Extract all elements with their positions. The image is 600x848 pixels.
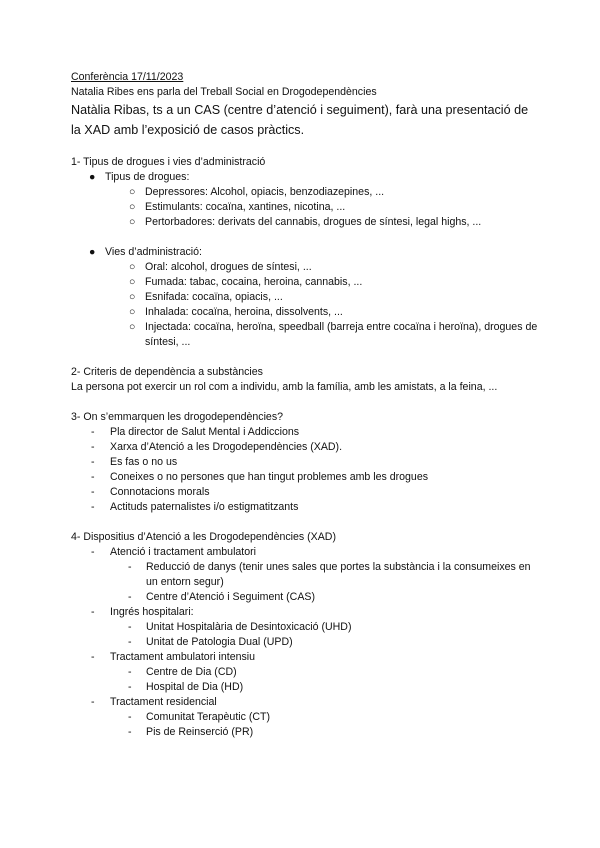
list-item: ○ Fumada: tabac, cocaina, heroina, cannabis, ... xyxy=(129,276,363,288)
dash-icon: - xyxy=(128,561,132,573)
circle-bullet-icon: ○ xyxy=(129,291,136,303)
list-item: - Centre de Dia (CD) xyxy=(128,666,237,678)
document-lead: Natàlia Ribas, ts a un CAS (centre d’atenció i seguiment), farà una presentació de la XAD amb l’exposició de casos pràctics. xyxy=(71,103,529,137)
spacer xyxy=(71,350,541,365)
section-heading: 1- Tipus de drogues i vies d’administració xyxy=(71,156,266,168)
list-item: ○ Injectada: cocaïna, heroïna, speedball (barreja entre cocaïna i heroïna), drogues de síntesi, ... xyxy=(129,321,538,348)
list-item: ○ Inhalada: cocaïna, heroina, dissolvents, ... xyxy=(129,306,343,318)
list-item: ○ Pertorbadores: derivats del cannabis, drogues de síntesi, legal highs, ... xyxy=(129,216,482,228)
section-heading: 4- Dispositius d’Atenció a les Drogodependències (XAD) xyxy=(71,531,336,543)
list-item-label: Tipus de drogues: xyxy=(105,171,190,183)
dash-icon: - xyxy=(91,426,95,438)
dash-icon: - xyxy=(128,666,132,678)
dash-icon: - xyxy=(128,591,132,603)
list-item-label: Ingrés hospitalari: xyxy=(110,606,194,618)
sub-list xyxy=(110,620,541,650)
list-item xyxy=(91,545,541,605)
document-title: Conferència 17/11/2023 xyxy=(71,71,184,83)
list-item: - Coneixes o no persones que han tingut problemes amb les drogues xyxy=(91,471,429,483)
dash-list xyxy=(71,545,541,740)
dash-icon: - xyxy=(91,696,95,708)
dash-icon: - xyxy=(128,681,132,693)
list-item: - Actituds paternalistes i/o estigmatitzants xyxy=(91,501,299,513)
dash-icon: - xyxy=(91,441,95,453)
sub-list xyxy=(110,710,541,740)
circle-bullet-icon: ○ xyxy=(129,321,136,333)
dash-icon: - xyxy=(128,636,132,648)
list-item xyxy=(89,245,541,350)
list-item-label: Vies d’administració: xyxy=(105,246,202,258)
spacer xyxy=(71,395,541,410)
list-item: - Unitat de Patologia Dual (UPD) xyxy=(128,636,293,648)
dash-icon: - xyxy=(128,621,132,633)
list-item: - Centre d’Atenció i Seguiment (CAS) xyxy=(128,591,315,603)
section-heading: 2- Criteris de dependència a substàncies xyxy=(71,366,263,378)
list-item xyxy=(91,605,541,650)
list-item: ○ Oral: alcohol, drogues de síntesi, ... xyxy=(129,261,312,273)
list-item: - Xarxa d’Atenció a les Drogodependències (XAD). xyxy=(91,441,343,453)
dash-icon: - xyxy=(91,471,95,483)
list-item-label: Tractament ambulatori intensiu xyxy=(110,651,256,663)
list-item: ○ Depressores: Alcohol, opiacis, benzodiazepines, ... xyxy=(129,186,385,198)
list-item-label: Tractament residencial xyxy=(110,696,217,708)
list-item: - Connotacions morals xyxy=(91,486,210,498)
circle-bullet-icon: ○ xyxy=(129,216,136,228)
sub-list xyxy=(110,665,541,695)
spacer xyxy=(71,515,541,530)
dash-icon: - xyxy=(128,711,132,723)
circle-bullet-icon: ○ xyxy=(129,186,136,198)
list-item: ○ Esnifada: cocaïna, opiacis, ... xyxy=(129,291,283,303)
list-item: - Hospital de Dia (HD) xyxy=(128,681,244,693)
sub-list xyxy=(105,260,541,350)
list-item-label: Atenció i tractament ambulatori xyxy=(110,546,257,558)
list-item: ○ Estimulants: cocaïna, xantines, nicotina, ... xyxy=(129,201,346,213)
circle-bullet-icon: ○ xyxy=(129,261,136,273)
dash-icon: - xyxy=(91,606,95,618)
bullet-list xyxy=(71,170,541,350)
dash-icon: - xyxy=(91,456,95,468)
list-item: - Comunitat Terapèutic (CT) xyxy=(128,711,271,723)
sub-list xyxy=(105,185,541,230)
dash-icon: - xyxy=(91,651,95,663)
spacer xyxy=(71,140,541,155)
dash-icon: - xyxy=(91,546,95,558)
dash-list xyxy=(71,425,541,515)
circle-bullet-icon: ○ xyxy=(129,276,136,288)
list-item: - Reducció de danys (tenir unes sales que portes la substància i la consumeixes en un entorn segur) xyxy=(128,561,531,588)
section-heading: 3- On s’emmarquen les drogodependències? xyxy=(71,411,284,423)
dash-icon: - xyxy=(128,726,132,738)
dash-icon: - xyxy=(91,486,95,498)
document-subtitle: Natalia Ribes ens parla del Treball Social en Drogodependències xyxy=(71,86,377,98)
section-text: La persona pot exercir un rol com a individu, amb la família, amb les amistats, a la feina, ... xyxy=(71,381,498,393)
spacer xyxy=(89,230,541,245)
list-item xyxy=(91,650,541,695)
list-item xyxy=(91,695,541,740)
list-item: - Pla director de Salut Mental i Addiccions xyxy=(91,426,300,438)
document-body xyxy=(71,70,541,740)
bullet-icon: ● xyxy=(89,171,96,183)
dash-icon: - xyxy=(91,501,95,513)
list-item xyxy=(89,170,541,230)
list-item: - Es fas o no us xyxy=(91,456,178,468)
list-item: - Unitat Hospitalària de Desintoxicació (UHD) xyxy=(128,621,352,633)
circle-bullet-icon: ○ xyxy=(129,201,136,213)
sub-list xyxy=(110,560,541,605)
list-item: - Pis de Reinserció (PR) xyxy=(128,726,254,738)
circle-bullet-icon: ○ xyxy=(129,306,136,318)
bullet-icon: ● xyxy=(89,246,96,258)
